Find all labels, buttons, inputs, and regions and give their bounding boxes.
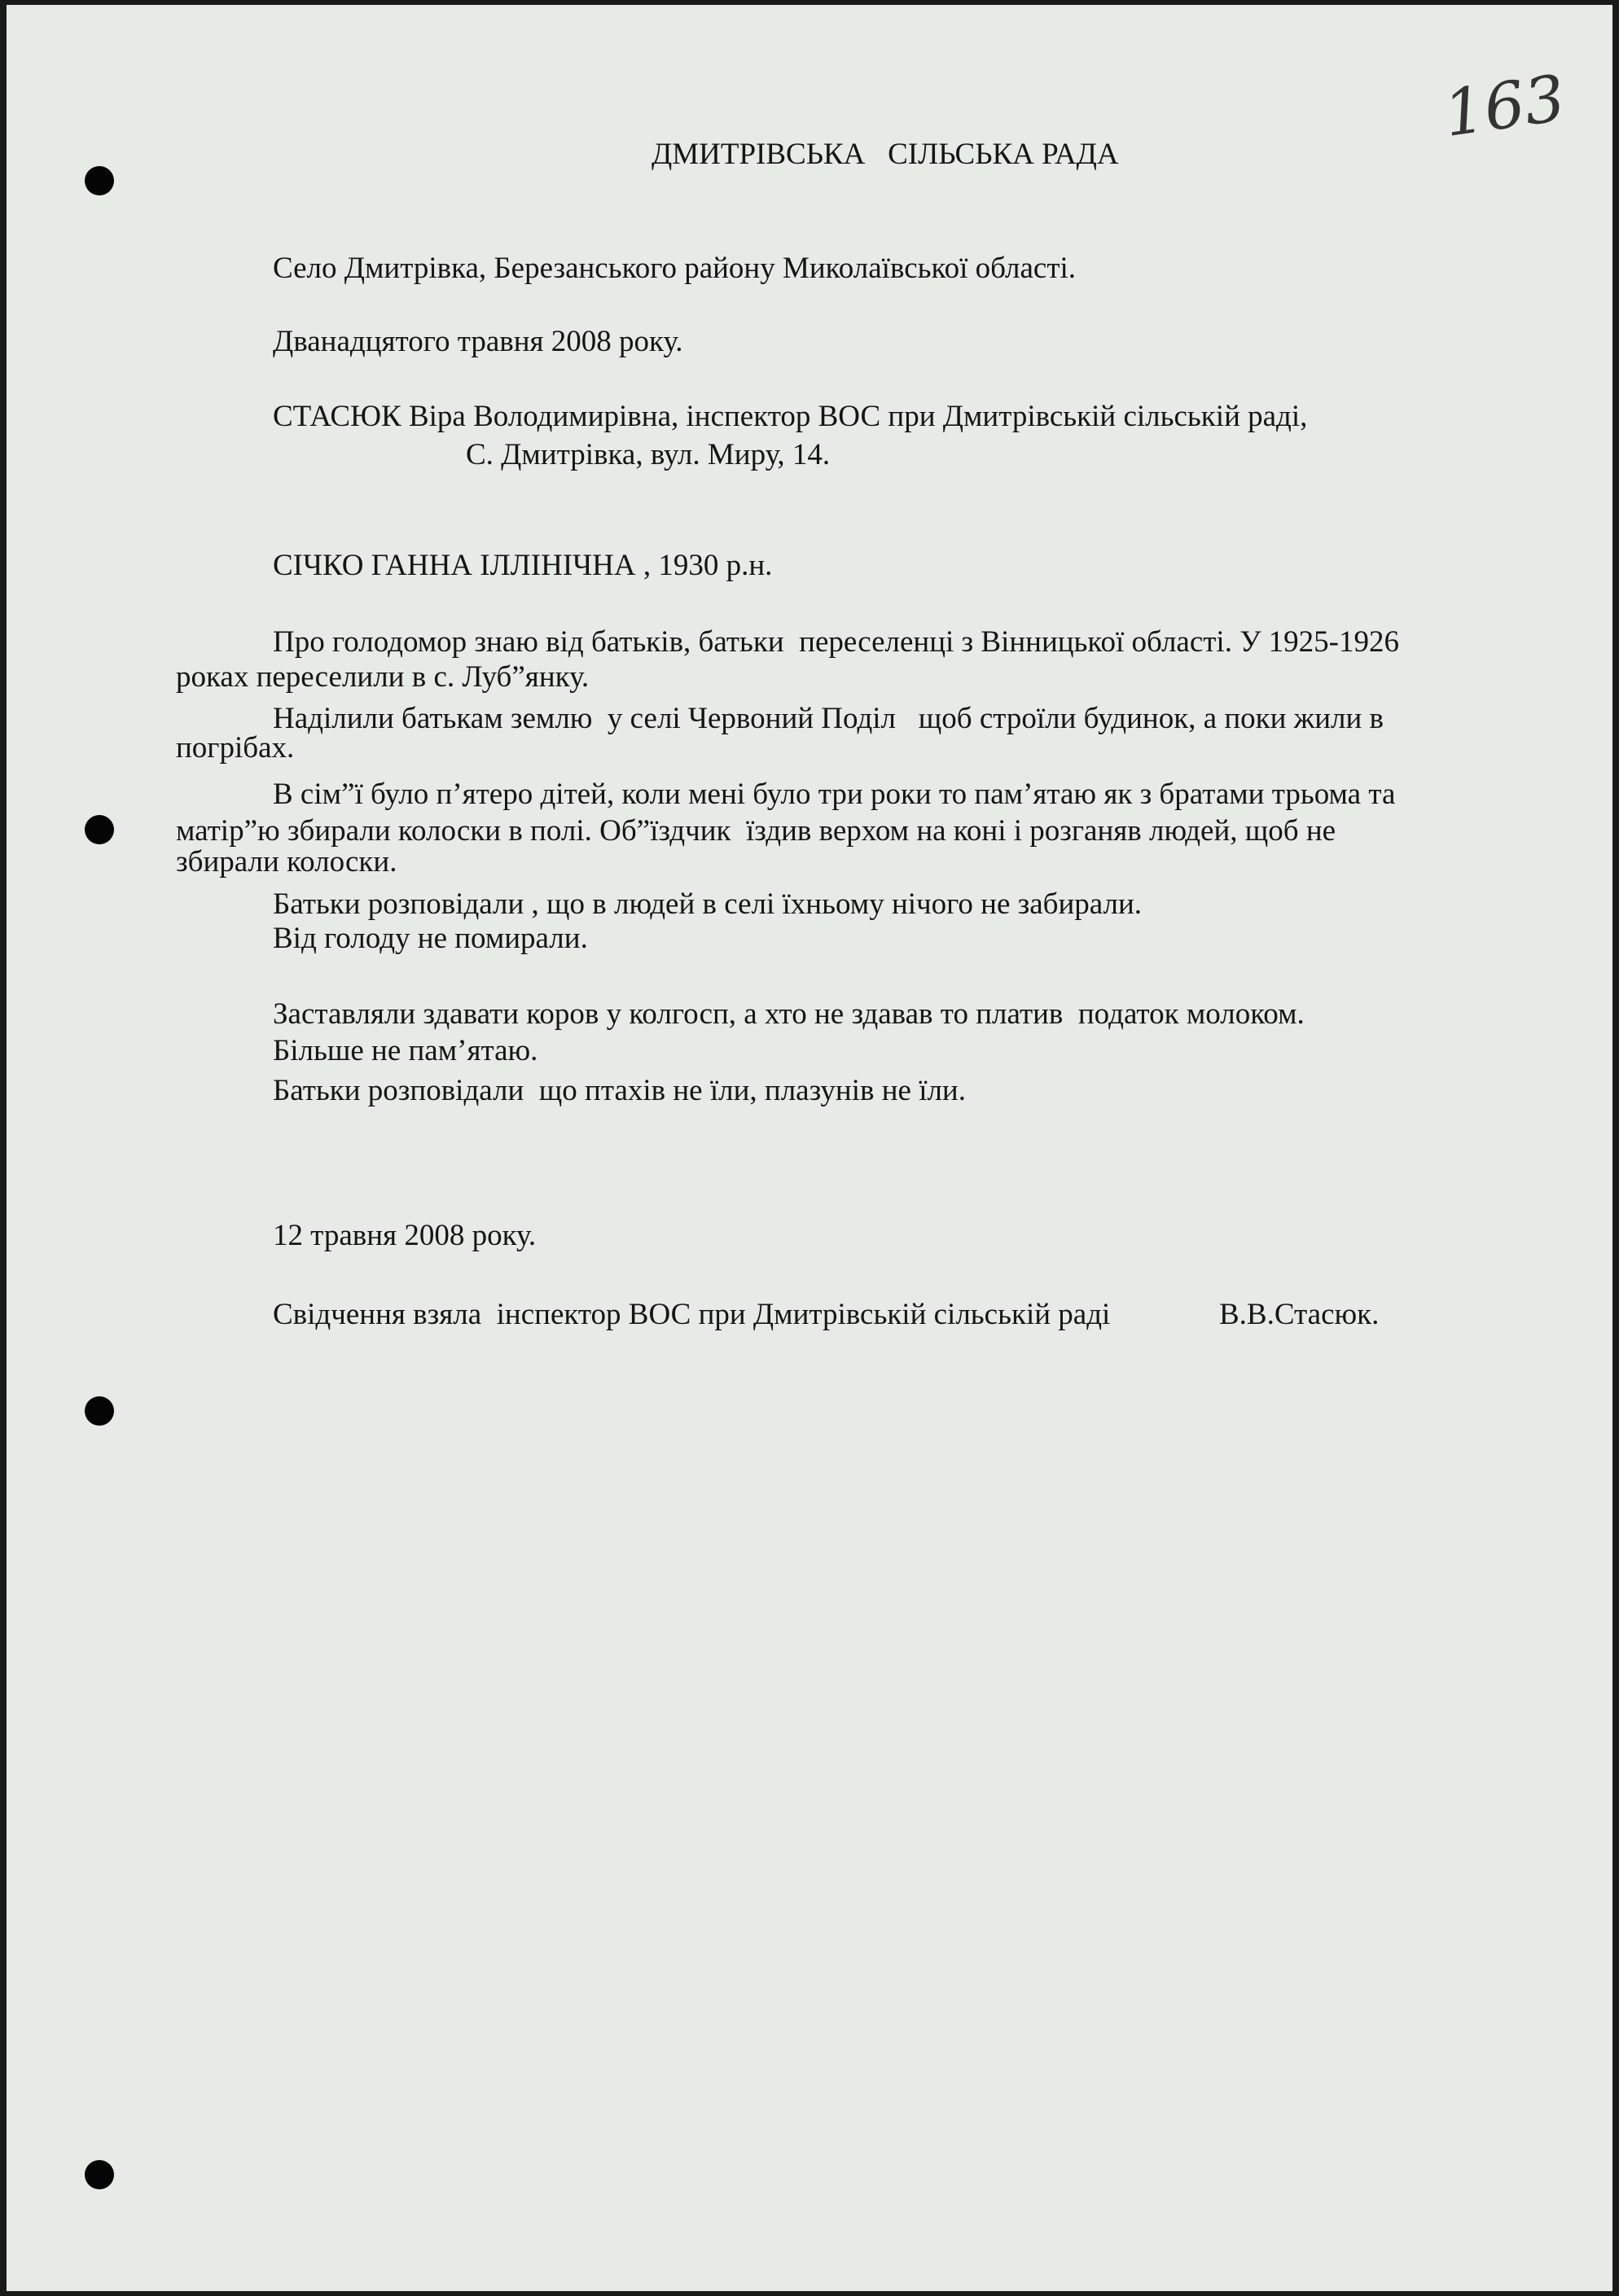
body-line: погрібах. [176, 731, 295, 765]
punch-hole [85, 1396, 114, 1426]
punch-hole [85, 166, 114, 195]
punch-hole [85, 815, 114, 844]
interviewer-address: С. Дмитрівка, вул. Миру, 14. [466, 438, 831, 471]
place-line: Село Дмитрівка, Березанського району Миколаївської області. [273, 252, 1077, 285]
punch-hole [85, 2160, 114, 2189]
body-line: Заставляли здавати коров у колгосп, а хто не здавав то платив податок молоком. [273, 997, 1305, 1031]
body-line: збирали колоски. [176, 845, 397, 879]
interviewer-line-1: СТАСЮК Віра Володимирівна, інспектор ВОС при Дмитрівській сільській раді, [273, 400, 1308, 433]
closing-date: 12 травня 2008 року. [273, 1219, 537, 1252]
handwritten-page-number: 163 [1439, 62, 1570, 151]
signature-line: Свідчення взяла інспектор ВОС при Дмитрівській сільській раді [273, 1298, 1111, 1331]
witness-name: СІЧКО ГАННА ІЛЛІНІЧНА , 1930 р.н. [273, 549, 773, 582]
body-line: Більше не пам’ятаю. [273, 1034, 538, 1067]
body-line: В сім”ї було п’ятеро дітей, коли мені було три роки то пам’ятаю як з братами трьома та [273, 778, 1396, 811]
body-line: Наділили батькам землю у селі Червоний Поділ щоб строїли будинок, а поки жили в [273, 702, 1384, 735]
signature-name: В.В.Стасюк. [1219, 1298, 1380, 1331]
body-line: матір”ю збирали колоски в полі. Об”їздчик їздив верхом на коні і розганяв людей, щоб не [176, 814, 1336, 848]
body-line: Батьки розповідали що птахів не їли, плазунів не їли. [273, 1074, 966, 1107]
document-page [7, 5, 1612, 2291]
date-line: Дванадцятого травня 2008 року. [273, 325, 683, 358]
body-line: роках переселили в с. Луб”янку. [176, 660, 590, 694]
body-line: Батьки розповідали , що в людей в селі їхньому нічого не забирали. [273, 887, 1143, 921]
page-title: ДМИТРІВСЬКА СІЛЬСЬКА РАДА [652, 138, 1119, 171]
body-line: Від голоду не помирали. [273, 922, 588, 955]
body-line: Про голодомор знаю від батьків, батьки переселенці з Вінницької області. У 1925-1926 [273, 625, 1399, 659]
